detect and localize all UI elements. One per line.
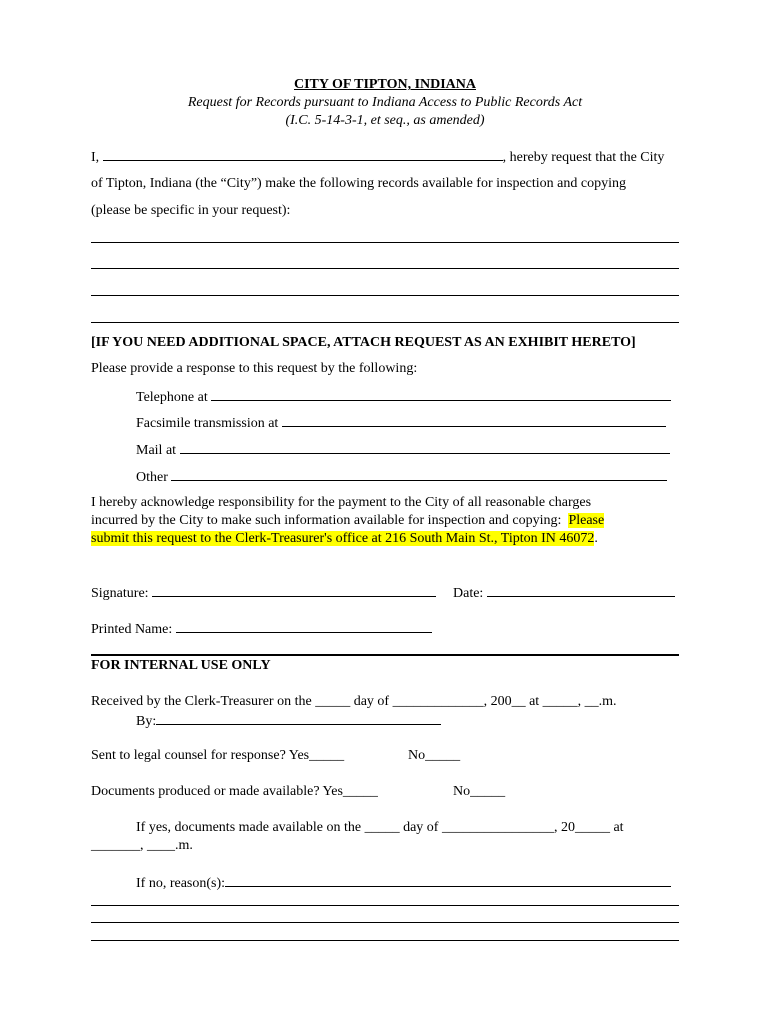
if-yes-line-1: If yes, documents made available on the _____ day of ________________, 20_____ at [136,820,624,835]
request-detail-line[interactable] [91,242,679,243]
date-row [453,583,675,603]
legal-counsel-line: Sent to legal counsel for response? Yes_____ [91,748,345,763]
telephone-row [136,387,671,407]
if-yes-line-2: _______, ____.m. [91,838,193,853]
acknowledgement-line-3 [91,530,598,548]
mail-field[interactable] [180,440,670,454]
received-by-field[interactable] [156,711,441,725]
date-field[interactable] [487,583,675,597]
printed-name-label: Printed Name: [91,622,173,637]
other-row [136,467,667,487]
documents-line: Documents produced or made available? Yes_____ [91,784,378,799]
request-suffix: , hereby request that the City [502,150,665,165]
facsimile-field[interactable] [282,413,666,427]
reason-line[interactable] [91,922,679,923]
request-line-3: (please be specific in your request): [91,203,291,218]
form-title: CITY OF TIPTON, INDIANA [293,77,477,92]
request-line-2: of Tipton, Indiana (the “City”) make the following records available for inspection and copying [91,176,626,191]
date-label: Date: [453,586,484,601]
form-subtitle: Request for Records pursuant to Indiana Access to Public Records Act [187,95,583,110]
request-line-1 [91,147,664,167]
form-citation: (I.C. 5-14-3-1, et seq., as amended) [285,113,485,128]
signature-field[interactable] [152,583,436,597]
submit-address-highlight: submit this request to the Clerk-Treasurer's office at 216 South Main St., Tipton IN 46072 [91,531,595,546]
acknowledgement-line-2 [91,512,604,530]
internal-section-divider [91,654,679,656]
facsimile-label: Facsimile transmission at [136,416,279,431]
request-prefix: I, [91,150,100,165]
reason-line[interactable] [91,905,679,906]
printed-name-field[interactable] [176,619,432,633]
acknowledgement-period: . [594,531,598,546]
documents-no: No_____ [453,784,506,799]
if-no-label: If no, reason(s): [136,876,226,891]
internal-use-heading: FOR INTERNAL USE ONLY [91,658,271,673]
other-field[interactable] [171,467,667,481]
acknowledgement-line-1: I hereby acknowledge responsibility for the payment to the City of all reasonable charges [91,495,592,510]
telephone-label: Telephone at [136,390,208,405]
if-no-reason-field[interactable] [225,873,671,887]
other-label: Other [136,470,168,485]
requester-name-field[interactable] [103,147,503,161]
request-detail-line[interactable] [91,295,679,296]
submit-instruction-highlight: Please [568,513,605,528]
request-detail-line[interactable] [91,322,679,323]
telephone-field[interactable] [211,387,671,401]
signature-row [91,583,436,603]
signature-label: Signature: [91,586,149,601]
mail-label: Mail at [136,443,177,458]
legal-counsel-no: No_____ [408,748,461,763]
if-no-row [136,873,671,893]
received-by-row [136,711,441,731]
request-detail-line[interactable] [91,268,679,269]
mail-row [136,440,670,460]
by-label: By: [136,714,157,729]
response-prompt: Please provide a response to this request by the following: [91,361,418,376]
printed-name-row [91,619,432,639]
reason-line[interactable] [91,940,679,941]
additional-space-note: [IF YOU NEED ADDITIONAL SPACE, ATTACH REQUEST AS AN EXHIBIT HERETO] [91,335,636,350]
received-line: Received by the Clerk-Treasurer on the _____ day of _____________, 200__ at _____, __.m. [91,694,617,709]
acknowledgement-text: incurred by the City to make such information available for inspection and copying: [91,513,562,528]
facsimile-row [136,413,666,433]
